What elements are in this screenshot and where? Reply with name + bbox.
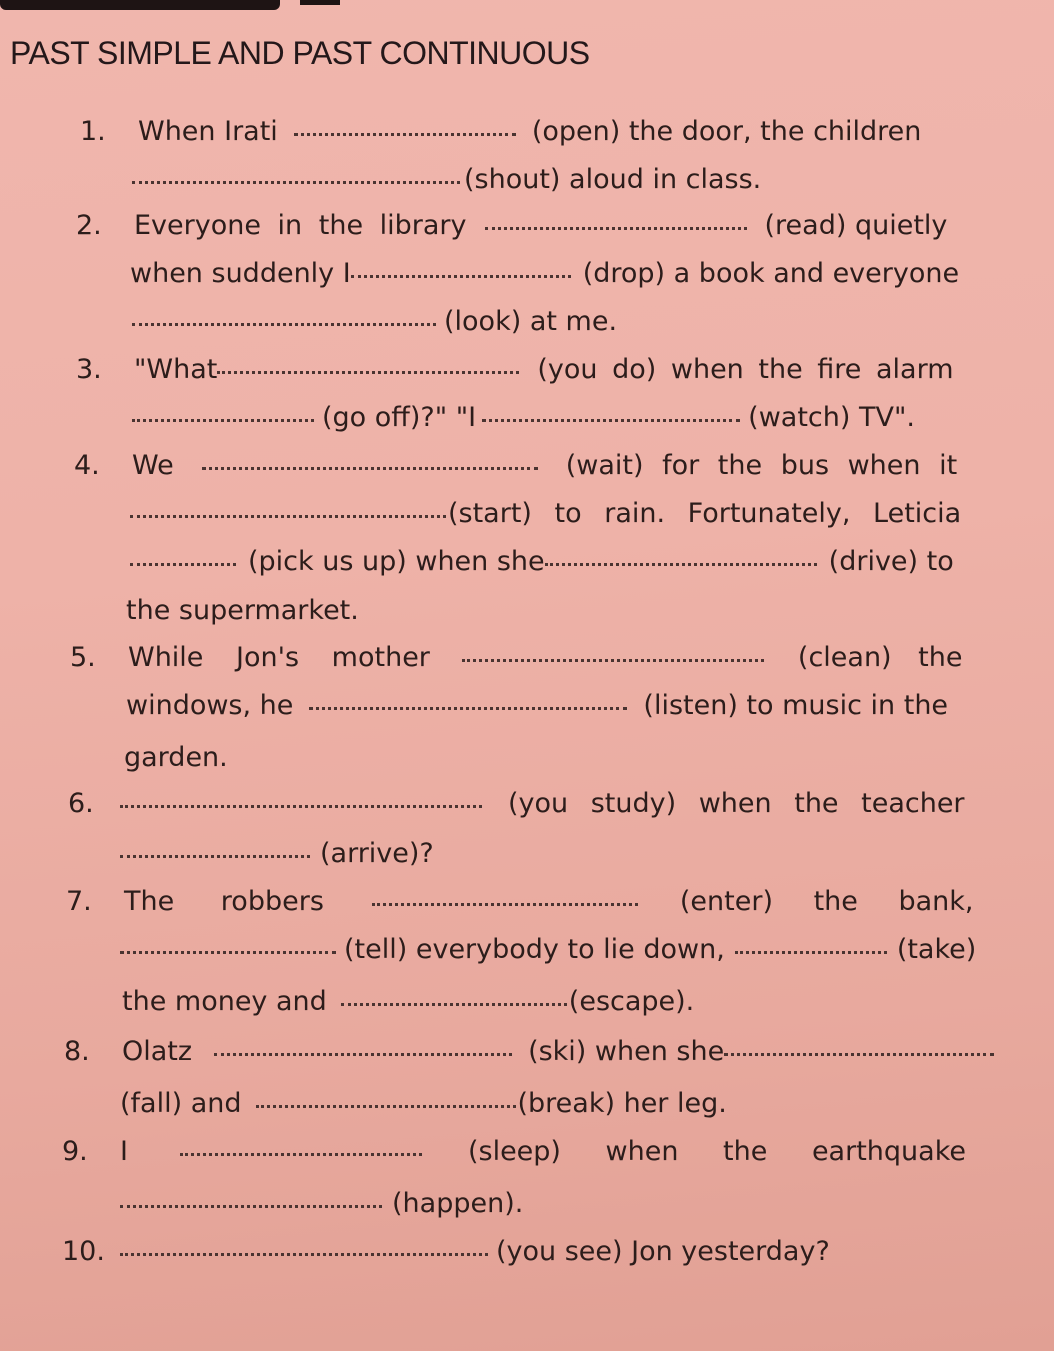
answer-blank[interactable] — [462, 659, 764, 662]
text: (you do) when the fire alarm — [537, 354, 954, 385]
text: Olatz — [122, 1036, 193, 1067]
answer-blank[interactable] — [120, 855, 310, 858]
answer-blank[interactable] — [351, 275, 571, 278]
exercise-4-line-3 — [130, 542, 1002, 582]
text: (fall) and — [120, 1088, 242, 1119]
exercise-9-line-1 — [62, 1132, 1016, 1172]
text: Everyone in the library — [134, 210, 467, 241]
exercise-6-line-2 — [120, 834, 434, 874]
text: (clean) the — [797, 642, 963, 673]
answer-blank[interactable] — [120, 951, 336, 954]
header-decoration-2 — [300, 0, 340, 5]
exercise-10-line-1 — [62, 1232, 830, 1272]
answer-blank[interactable] — [214, 1053, 512, 1056]
text: (open) the door, the children — [531, 116, 922, 147]
text: (go off)?" "I — [322, 402, 477, 433]
text: (arrive)? — [320, 838, 434, 869]
exercise-1-line-2 — [132, 160, 761, 200]
text: While Jon's mother — [128, 642, 430, 673]
text: (look) at me. — [444, 306, 618, 337]
text: (you study) when the teacher — [508, 788, 965, 819]
answer-blank[interactable] — [132, 181, 460, 184]
exercise-3-line-2 — [132, 398, 915, 438]
answer-blank[interactable] — [180, 1153, 422, 1156]
exercise-7-line-1 — [66, 882, 1010, 922]
exercise-5-line-2 — [126, 686, 1006, 726]
text: I — [120, 1136, 128, 1167]
exercise-3-line-1 — [76, 350, 998, 390]
exercise-number: 6. — [68, 788, 94, 819]
text: (happen). — [392, 1188, 524, 1219]
answer-blank[interactable] — [724, 1053, 994, 1056]
answer-blank[interactable] — [120, 1205, 382, 1208]
text: (shout) aloud in class. — [464, 164, 762, 195]
answer-blank[interactable] — [341, 1003, 567, 1006]
text: We — [132, 450, 174, 481]
text: windows, he — [126, 690, 294, 721]
answer-blank[interactable] — [482, 419, 740, 422]
text: garden. — [124, 742, 228, 773]
answer-blank[interactable] — [120, 1253, 488, 1256]
exercise-7-line-3 — [122, 982, 694, 1022]
answer-blank[interactable] — [256, 1105, 516, 1108]
header-decoration — [0, 0, 280, 10]
text: (drop) a book and everyone — [582, 258, 960, 289]
text: (enter) the bank, — [679, 886, 974, 917]
text: The robbers — [124, 886, 324, 917]
text: (listen) to music in the — [643, 690, 949, 721]
text: (sleep) when the earthquake — [467, 1136, 966, 1167]
exercise-8-line-2 — [120, 1084, 727, 1124]
answer-blank[interactable] — [120, 805, 482, 808]
exercise-2-line-3 — [132, 302, 617, 342]
answer-blank[interactable] — [217, 371, 519, 374]
answer-blank[interactable] — [309, 707, 627, 710]
exercise-4-line-4 — [126, 591, 359, 631]
answer-blank[interactable] — [130, 563, 236, 566]
answer-blank[interactable] — [132, 323, 436, 326]
exercise-number: 1. — [80, 116, 106, 147]
answer-blank[interactable] — [545, 563, 817, 566]
text: when suddenly I — [130, 258, 351, 289]
text: (tell) everybody to lie down, — [344, 934, 725, 965]
text: the money and — [122, 986, 327, 1017]
text: (escape). — [568, 986, 695, 1017]
text: (watch) TV". — [748, 402, 915, 433]
page-title: PAST SIMPLE AND PAST CONTINUOUS — [10, 35, 590, 71]
exercise-5-line-1 — [70, 638, 1004, 678]
exercise-1-line-1 — [80, 112, 992, 152]
exercise-number: 7. — [66, 886, 92, 917]
text: (start) to rain. Fortunately, Leticia — [448, 498, 962, 529]
text: (wait) for the bus when it — [565, 450, 958, 481]
exercise-number: 8. — [64, 1036, 90, 1067]
text: (pick us up) when she — [248, 546, 545, 577]
exercise-number: 10. — [62, 1236, 105, 1267]
answer-blank[interactable] — [132, 419, 314, 422]
exercise-2-line-1 — [76, 206, 994, 246]
text: (take) — [896, 934, 977, 965]
exercise-4-line-1 — [74, 446, 1000, 486]
answer-blank[interactable] — [735, 951, 887, 954]
answer-blank[interactable] — [294, 133, 516, 136]
text: (you see) Jon yesterday? — [496, 1236, 830, 1267]
text: (ski) when she — [528, 1036, 725, 1067]
exercise-number: 4. — [74, 450, 100, 481]
exercise-8-line-1 — [64, 1032, 1014, 1072]
text: (drive) to — [828, 546, 954, 577]
answer-blank[interactable] — [485, 227, 747, 230]
text: When Irati — [138, 116, 278, 147]
text: "What — [134, 354, 218, 385]
exercise-5-line-3 — [124, 738, 228, 778]
text: the supermarket. — [126, 595, 359, 626]
answer-blank[interactable] — [372, 903, 638, 906]
text: (break) her leg. — [517, 1088, 727, 1119]
exercise-number: 2. — [76, 210, 102, 241]
answer-blank[interactable] — [202, 467, 538, 470]
exercise-9-line-2 — [120, 1184, 523, 1224]
exercise-2-line-2 — [130, 254, 996, 294]
exercise-7-line-2 — [120, 930, 1010, 970]
exercise-4-line-2 — [130, 494, 1000, 534]
exercise-number: 5. — [70, 642, 96, 673]
exercise-6-line-1 — [68, 784, 1006, 824]
answer-blank[interactable] — [130, 515, 446, 518]
text: (read) quietly — [764, 210, 948, 241]
exercise-number: 3. — [76, 354, 102, 385]
exercise-number: 9. — [62, 1136, 88, 1167]
